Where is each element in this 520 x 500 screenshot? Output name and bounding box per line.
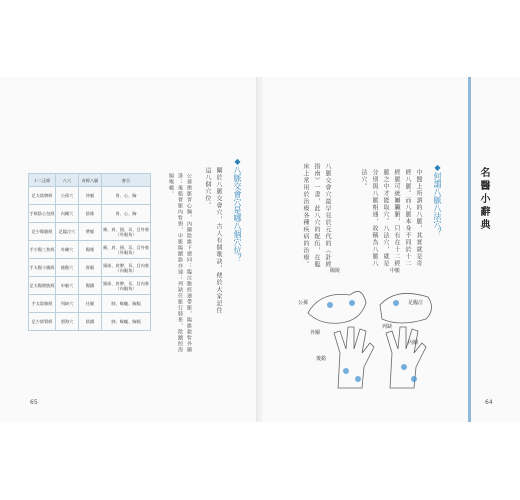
right-page-number: 64	[485, 399, 493, 406]
label-zhongmai: 中脈	[390, 268, 401, 274]
table-row	[29, 313, 151, 331]
cell: 足臨泣穴	[56, 223, 79, 241]
label-waiguan: 外關	[310, 330, 321, 336]
hand-outline-right	[386, 327, 426, 388]
table-header-row	[29, 174, 151, 187]
cell: 陽維	[79, 241, 102, 259]
question-text: 八脈交會穴是哪八個穴位？	[233, 166, 242, 262]
table-row	[29, 205, 151, 223]
section-question	[232, 157, 243, 262]
cell: 督脈	[79, 259, 102, 277]
cell: 外關穴	[56, 241, 79, 259]
cell: 足太陽膀胱經	[29, 277, 56, 295]
cell: 照海穴	[56, 313, 79, 331]
acupoint-marker	[349, 300, 355, 306]
cell: 後谿穴	[56, 259, 79, 277]
col-header: 十二正經	[29, 174, 56, 187]
diamond-icon: ◆	[433, 163, 442, 172]
foot-outline-right	[380, 293, 432, 323]
acupoint-table	[28, 173, 151, 331]
acupoint-marker	[401, 364, 407, 370]
question-text: 何謂八脈八法穴？	[433, 172, 442, 236]
acupoint-marker	[411, 376, 417, 382]
left-page-number: 65	[30, 399, 38, 406]
cell: 足少陽膽經	[29, 223, 56, 241]
cell: 胃、心、胸	[102, 187, 151, 205]
cell: 陽蹻	[79, 277, 102, 295]
cell: 肺、喉嚨、胸膈	[102, 313, 151, 331]
cell: 足少陰腎經	[29, 313, 56, 331]
table-row	[29, 223, 151, 241]
intro-paragraph: 關於八脈交會穴，古人有個歌訣，便於大家記住這八個穴位。	[204, 167, 222, 314]
right-paragraph-2: 八脈交會穴最早見於元代的《針經指南》一書，此八穴的配伍，在臨床上常用於治療各種疾病的治療。	[302, 163, 331, 268]
cell: 手少陽三焦經	[29, 241, 56, 259]
column-header: 名醫小辭典	[478, 167, 489, 232]
mnemonic-poem: 公孫衝脈胃心胸，內關陰維下總同；臨泣膽經連帶脈，陽維銳眥外關逢；後谿督脈內眥頸，申脈陽蹻絡亦通；列缺任脈行肺系，陰蹻照海膈喉嚨。	[168, 173, 192, 353]
cell: 任脈	[79, 295, 102, 313]
cell: 申脈穴	[56, 277, 79, 295]
acupoint-marker	[355, 376, 361, 382]
hand-illustration	[318, 323, 438, 393]
right-paragraph-1: 中醫上所謂的八脈，其實就是奇經八脈。而八脈本身不同於十二經脈可統屬臟腑，只有在十二經脈之中才能取穴。八法穴，就是分別與八脈相通，故稱為八脈八法穴。	[360, 169, 422, 267]
cell: 手太陽小腸經	[29, 259, 56, 277]
col-header: 奇經八脈	[79, 174, 102, 187]
table-row	[29, 187, 151, 205]
cell: 列缺穴	[56, 295, 79, 313]
table-row	[29, 241, 151, 259]
label-zulinqi: 足臨泣	[408, 300, 424, 306]
label-lieque: 列缺	[382, 324, 393, 330]
label-yangling: 陽陵	[330, 268, 341, 274]
acupoint-marker	[393, 300, 399, 306]
table-row	[29, 277, 151, 295]
col-header: 會合	[102, 174, 151, 187]
acupoint-marker	[343, 368, 349, 374]
cell: 手太陰肺經	[29, 295, 56, 313]
side-accent-bar	[468, 77, 471, 422]
cell: 足太陰脾經	[29, 187, 56, 205]
right-question	[432, 163, 443, 236]
cell: 頰、肩、頸、耳、目外眥（外眼角）	[102, 241, 151, 259]
label-neiguan: 內關	[408, 340, 419, 346]
cell: 頰、肩、頸、耳、目外眥（外眼角）	[102, 223, 151, 241]
book-spread	[0, 77, 520, 422]
cell: 內關穴	[56, 205, 79, 223]
diamond-icon: ◆	[233, 157, 242, 166]
cell: 陰蹻	[79, 313, 102, 331]
cell: 頸部、肩胛、耳、目內眥（內眼角）	[102, 277, 151, 295]
cell: 沖脈	[79, 187, 102, 205]
label-gongsun: 公孫	[298, 300, 309, 306]
left-page	[0, 77, 258, 422]
cell: 帶脈	[79, 223, 102, 241]
foot-outline-left	[308, 291, 366, 323]
cell: 公孫穴	[56, 187, 79, 205]
label-houxi: 後谿	[316, 356, 327, 362]
acupoint-marker	[327, 302, 333, 308]
cell: 手厥陰心包經	[29, 205, 56, 223]
cell: 胃、心、胸	[102, 205, 151, 223]
col-header: 八穴	[56, 174, 79, 187]
cell: 肺、喉嚨、胸膈	[102, 295, 151, 313]
hand-outline-left	[334, 327, 374, 388]
table-row	[29, 259, 151, 277]
cell: 頸部、肩胛、耳、目內眥（內眼角）	[102, 259, 151, 277]
cell: 陰維	[79, 205, 102, 223]
table-row	[29, 295, 151, 313]
